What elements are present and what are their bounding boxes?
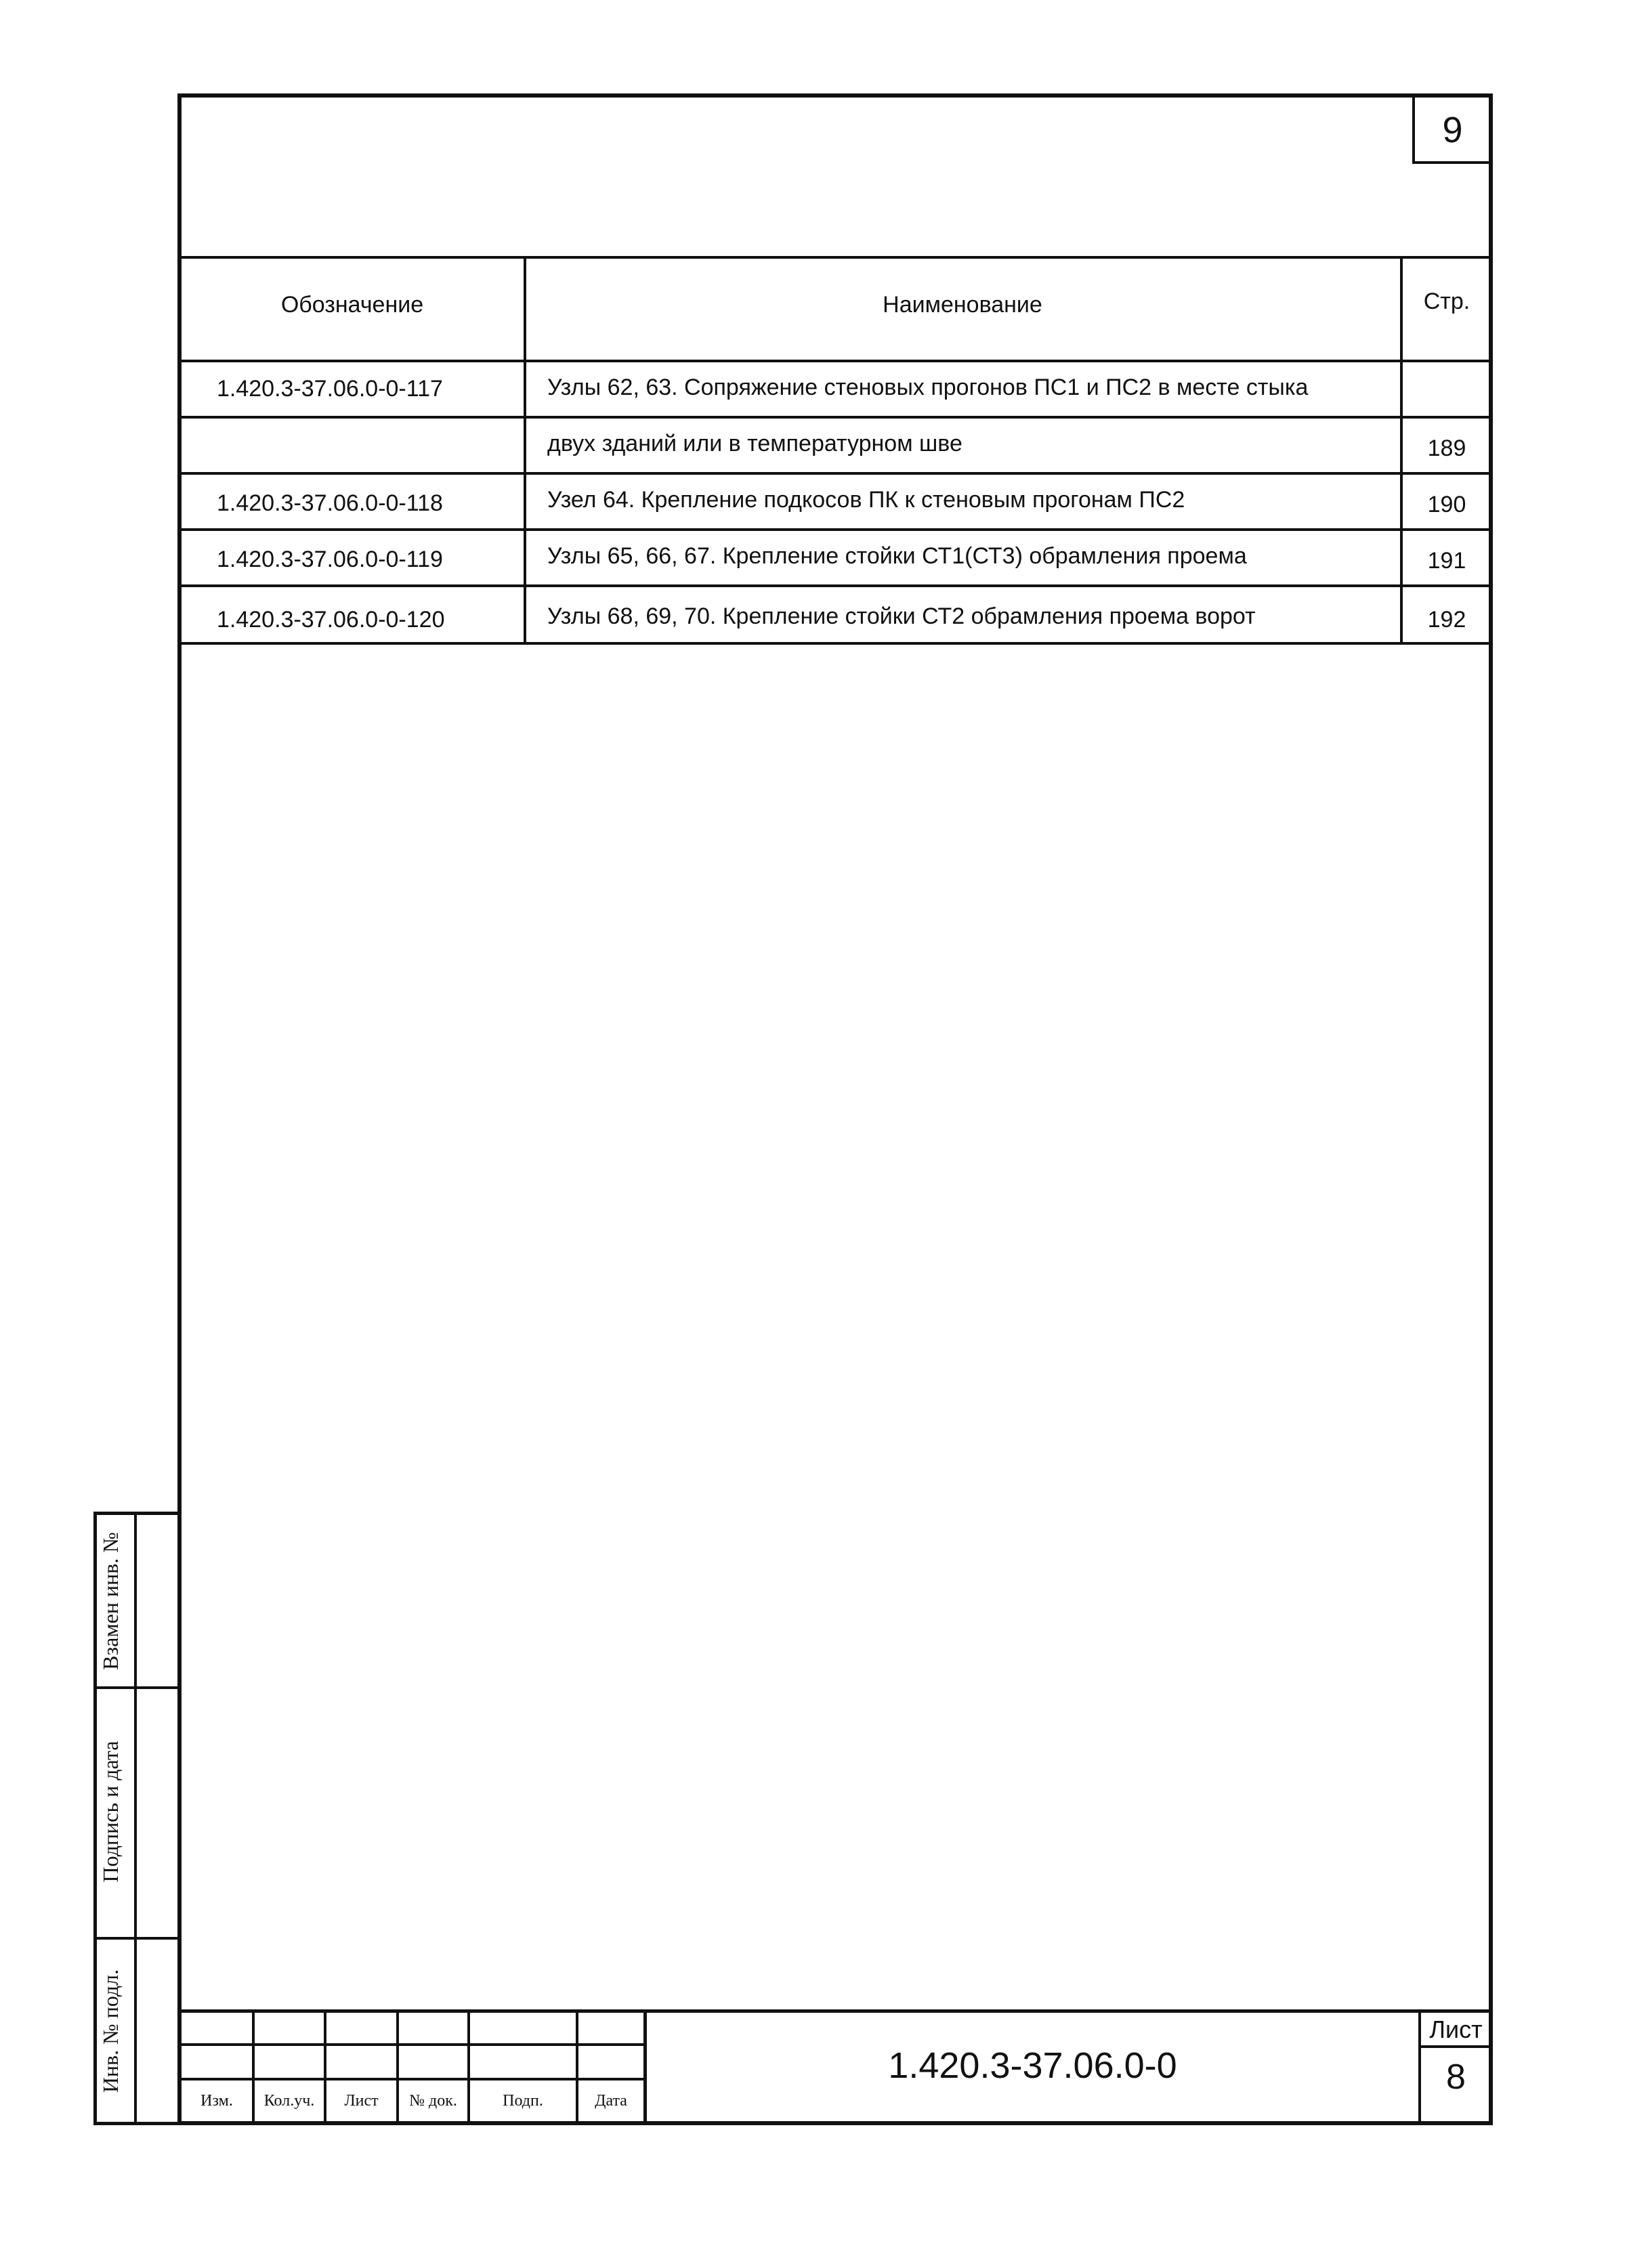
row-name: двух зданий или в температурном шве bbox=[547, 431, 962, 456]
sheet-number: 8 bbox=[1446, 2057, 1466, 2097]
document-code: 1.420.3-37.06.0-0 bbox=[888, 2045, 1177, 2086]
sheet-label: Лист bbox=[1429, 2015, 1483, 2043]
row-designation: 1.420.3-37.06.0-0-119 bbox=[217, 547, 443, 572]
row-name: Узлы 62, 63. Сопряжение стеновых прогонов ПС1 и ПС2 в месте стыка bbox=[547, 375, 1309, 400]
stamp-inv-original: Инв. № подл. bbox=[98, 1969, 123, 2093]
row-designation: 1.420.3-37.06.0-0-117 bbox=[217, 376, 443, 402]
stamp-label-signature: Подп. bbox=[503, 2092, 543, 2110]
stamp-label-quantity: Кол.уч. bbox=[263, 2092, 315, 2110]
header-name: Наименование bbox=[883, 292, 1042, 318]
stamp-replaced-inv: Взамен инв. № bbox=[98, 1532, 123, 1670]
stamp-label-doc-number: № док. bbox=[409, 2092, 457, 2110]
row-page: 190 bbox=[1427, 492, 1466, 517]
row-name: Узел 64. Крепление подкосов ПК к стеновым прогонам ПС2 bbox=[547, 487, 1185, 513]
header-page: Стр. bbox=[1423, 289, 1470, 314]
corner-number: 9 bbox=[1442, 110, 1463, 150]
row-page: 191 bbox=[1427, 548, 1466, 574]
stamp-label-sheet: Лист bbox=[344, 2092, 379, 2110]
row-name: Узлы 68, 69, 70. Крепление стойки СТ2 обрамления проема ворот bbox=[547, 603, 1256, 629]
row-page: 192 bbox=[1427, 607, 1466, 633]
stamp-label-change: Изм. bbox=[200, 2092, 233, 2110]
row-designation: 1.420.3-37.06.0-0-120 bbox=[217, 607, 445, 633]
row-page: 189 bbox=[1427, 435, 1466, 461]
header-designation: Обозначение bbox=[280, 292, 424, 318]
stamp-signature-date: Подпись и дата bbox=[98, 1741, 123, 1883]
stamp-label-date: Дата bbox=[595, 2092, 627, 2110]
row-designation: 1.420.3-37.06.0-0-118 bbox=[217, 490, 443, 516]
row-name: Узлы 65, 66, 67. Крепление стойки СТ1(СТ3) обрамления проема bbox=[547, 543, 1247, 569]
